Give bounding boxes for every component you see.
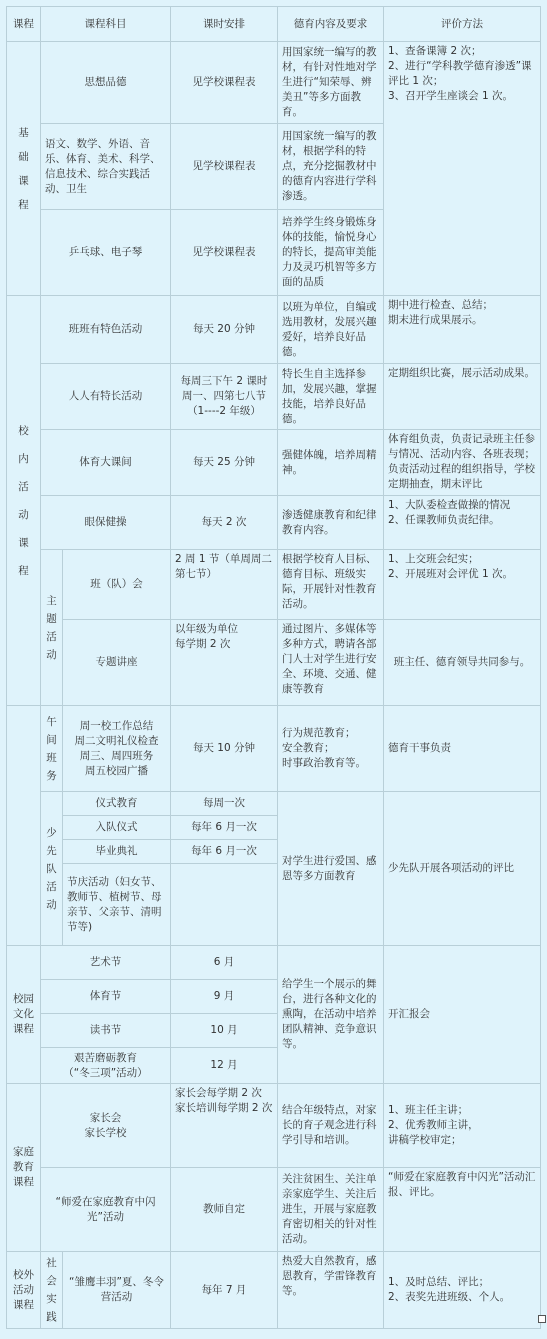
resize-handle-icon[interactable] <box>538 1315 546 1323</box>
schedule-cell: 9 月 <box>171 980 278 1014</box>
table-row <box>7 550 541 620</box>
header-schedule: 课时安排 <box>171 7 278 42</box>
schedule-cell: 2 周 1 节（单周周二第七节） <box>171 550 278 620</box>
schedule-cell: 见学校课程表 <box>171 210 278 296</box>
subject-cell: 班班有特色活动 <box>41 296 171 364</box>
schedule-cell-empty <box>171 864 278 946</box>
subject-cell: 语文、数学、外语、音乐、体育、美术、科学、信息技术、综合实践活动、卫生 <box>41 124 171 210</box>
table-row <box>7 1168 541 1252</box>
subject-cell: 周一校工作总结 周二文明礼仪检查 周三、周四班务 周五校园广播 <box>63 706 171 792</box>
schedule-cell: 教师自定 <box>171 1168 278 1252</box>
evaluation-cell: 1、大队委检查做操的情况 2、任课教师负责纪律。 <box>384 496 541 550</box>
table-row <box>7 792 541 816</box>
subject-cell: 体育大课间 <box>41 430 171 496</box>
moral-cell: 培养学生终身锻炼身体的技能，愉悦身心的特长，提高审美能力及灵巧机智等多方面的品质 <box>278 210 384 296</box>
subject-cell: 艰苦磨砺教育 （“冬三项”活动） <box>41 1048 171 1084</box>
schedule-cell: 见学校课程表 <box>171 42 278 124</box>
schedule-cell: 每周一次 <box>171 792 278 816</box>
schedule-cell: 以年级为单位 每学期 2 次 <box>171 620 278 706</box>
table-row <box>7 430 541 496</box>
category-family-education: 家庭 教育 课程 <box>7 1084 41 1252</box>
evaluation-cell: 定期组织比赛，展示活动成果。 <box>384 364 541 430</box>
category-blank <box>7 706 41 946</box>
subject-cell: 思想品德 <box>41 42 171 124</box>
schedule-cell: 12 月 <box>171 1048 278 1084</box>
moral-cell: 通过图片、多媒体等多种方式，聘请各部门人士对学生进行安全、环境、交通、健康等教育 <box>278 620 384 706</box>
subject-cell: 眼保健操 <box>41 496 171 550</box>
schedule-cell: 每天 25 分钟 <box>171 430 278 496</box>
subject-cell: 家长会 家长学校 <box>41 1084 171 1168</box>
subject-cell: 班（队）会 <box>63 550 171 620</box>
category-basic-course: 基 础 课 程 <box>7 42 41 296</box>
schedule-cell: 每天 20 分钟 <box>171 296 278 364</box>
evaluation-cell: 1、班主任主讲； 2、优秀教师主讲， 讲稿学校审定； <box>384 1084 541 1168</box>
moral-cell: 结合年级特点，对家长的育子观念进行科学引导和培训。 <box>278 1084 384 1168</box>
evaluation-cell: 班主任、德育领导共同参与。 <box>384 620 541 706</box>
evaluation-cell: 少先队开展各项活动的评比 <box>384 792 541 946</box>
table-row <box>7 1084 541 1168</box>
evaluation-cell: 开汇报会 <box>384 946 541 1084</box>
moral-cell: 根据学校育人目标、德育目标、班级实际，开展针对性教育活动。 <box>278 550 384 620</box>
subcategory-young-pioneers: 少 先 队 活 动 <box>41 792 63 946</box>
subject-cell: “师爱在家庭教育中闪光”活动 <box>41 1168 171 1252</box>
evaluation-cell: 体育组负责，负责记录班主任参与情况、活动内容、各班表现；负责活动过程的组织指导，学校定期抽查，期末评比 <box>384 430 541 496</box>
table-row <box>7 496 541 550</box>
table-row <box>7 1252 541 1329</box>
header-evaluation: 评价方法 <box>384 7 541 42</box>
schedule-cell: 每天 2 次 <box>171 496 278 550</box>
evaluation-cell: 德育干事负责 <box>384 706 541 792</box>
schedule-cell: 每年 6 月一次 <box>171 840 278 864</box>
subject-cell: 乒乓球、电子琴 <box>41 210 171 296</box>
moral-cell: 特长生自主选择参加，发展兴趣，掌握技能，培养良好品德。 <box>278 364 384 430</box>
category-outside-activity: 校外 活动 课程 <box>7 1252 41 1329</box>
table-row <box>7 296 541 364</box>
subject-cell: 仪式教育 <box>63 792 171 816</box>
subject-cell: 入队仪式 <box>63 816 171 840</box>
subject-cell: 体育节 <box>41 980 171 1014</box>
moral-education-course-table <box>6 6 541 1329</box>
evaluation-cell: “师爱在家庭教育中闪光”活动汇报、评比。 <box>384 1168 541 1252</box>
subject-cell: 毕业典礼 <box>63 840 171 864</box>
moral-cell: 用国家统一编写的教材，根据学科的特点，充分挖掘教材中的德育内容进行学科渗透。 <box>278 124 384 210</box>
moral-cell: 渗透健康教育和纪律教育内容。 <box>278 496 384 550</box>
schedule-cell: 家长会每学期 2 次 家长培训每学期 2 次 <box>171 1084 278 1168</box>
moral-cell: 对学生进行爱国、感恩等多方面教育 <box>278 792 384 946</box>
evaluation-cell: 1、查备课簿 2 次； 2、进行“学科教学德育渗透”课评比 1 次； 3、召开学生座谈会 1 次。 <box>384 42 541 296</box>
header-subject: 课程科目 <box>41 7 171 42</box>
subject-cell: 读书节 <box>41 1014 171 1048</box>
header-moral-content: 德育内容及要求 <box>278 7 384 42</box>
moral-cell: 用国家统一编写的教材，有针对性地对学生进行“知荣辱、辨美丑”等多方面教育。 <box>278 42 384 124</box>
schedule-cell: 见学校课程表 <box>171 124 278 210</box>
course-table-frame <box>6 6 540 1324</box>
subject-cell: 人人有特长活动 <box>41 364 171 430</box>
moral-cell: 热爱大自然教育，感恩教育，学雷锋教育等。 <box>278 1252 384 1329</box>
schedule-cell: 每年 7 月 <box>171 1252 278 1329</box>
category-campus-culture: 校园 文化 课程 <box>7 946 41 1084</box>
evaluation-cell: 1、及时总结、评比； 2、表奖先进班级、个人。 <box>384 1252 541 1329</box>
subject-cell: 专题讲座 <box>63 620 171 706</box>
subject-cell: 节庆活动（妇女节、教师节、植树节、母亲节、父亲节、清明节等) <box>63 864 171 946</box>
subject-cell: “雏鹰丰羽”夏、冬令营活动 <box>63 1252 171 1329</box>
moral-cell: 关注贫困生、关注单亲家庭学生、关注后进生，开展与家庭教育密切相关的针对性活动。 <box>278 1168 384 1252</box>
subcategory-social-practice: 社 会 实 践 <box>41 1252 63 1329</box>
table-row <box>7 364 541 430</box>
header-course: 课程 <box>7 7 41 42</box>
table-row <box>7 946 541 980</box>
moral-cell: 行为规范教育； 安全教育； 时事政治教育等。 <box>278 706 384 792</box>
schedule-cell: 6 月 <box>171 946 278 980</box>
subject-cell: 艺术节 <box>41 946 171 980</box>
moral-cell: 强健体魄，培养周精神。 <box>278 430 384 496</box>
moral-cell: 以班为单位，自编或选用教材，发展兴趣爱好，培养良好品德。 <box>278 296 384 364</box>
table-row <box>7 706 541 792</box>
evaluation-cell: 期中进行检查、总结； 期末进行成果展示。 <box>384 296 541 364</box>
category-campus-activity: 校 内 活 动 课 程 <box>7 296 41 706</box>
subcategory-noon-affairs: 午 间 班 务 <box>41 706 63 792</box>
table-row <box>7 620 541 706</box>
evaluation-cell: 1、上交班会纪实； 2、开展班对会评优 1 次。 <box>384 550 541 620</box>
schedule-cell: 每周三下午 2 课时 周一、四第七八节 （1----2 年级） <box>171 364 278 430</box>
subcategory-theme-activity: 主 题 活 动 <box>41 550 63 706</box>
table-header-row <box>7 7 541 42</box>
schedule-cell: 每天 10 分钟 <box>171 706 278 792</box>
table-row <box>7 42 541 124</box>
schedule-cell: 每年 6 月一次 <box>171 816 278 840</box>
moral-cell: 给学生一个展示的舞台，进行各种文化的熏陶，在活动中培养团队精神、竞争意识等。 <box>278 946 384 1084</box>
schedule-cell: 10 月 <box>171 1014 278 1048</box>
